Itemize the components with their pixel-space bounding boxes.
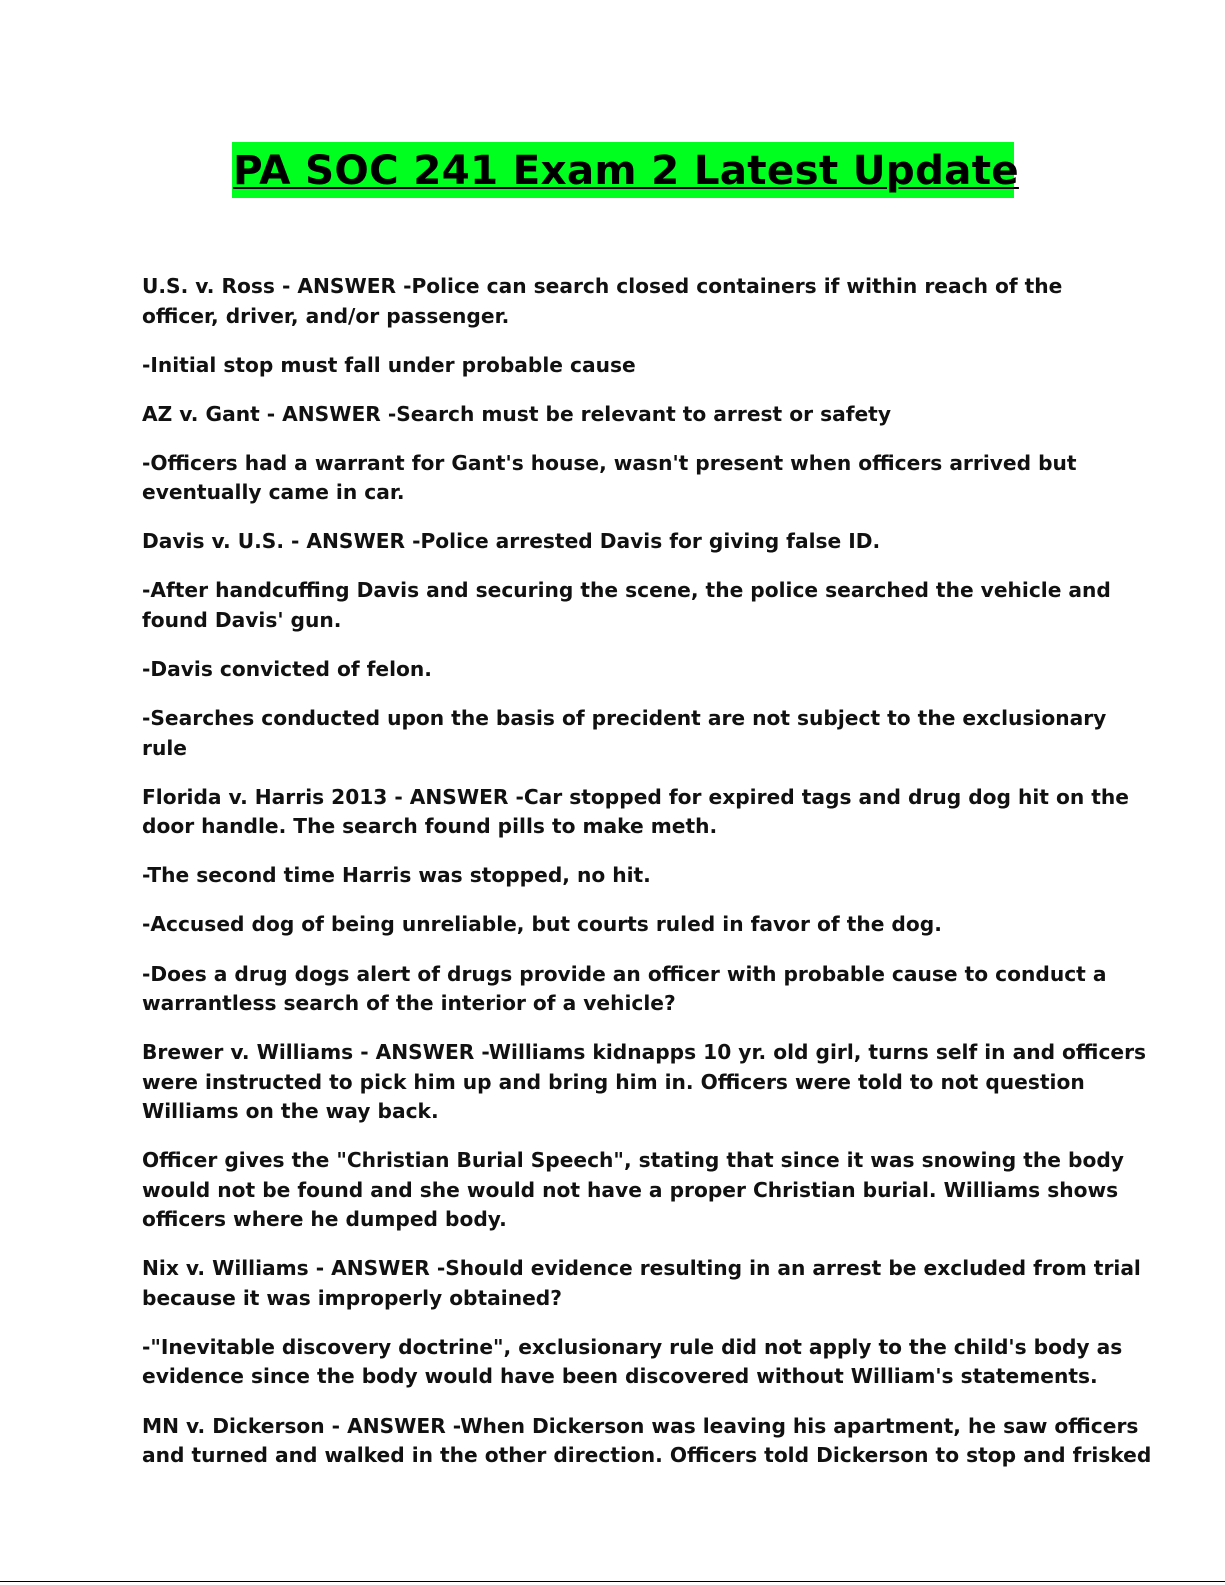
text-paragraph: [142, 527, 1082, 557]
text-line: -Davis convicted of felon.: [142, 657, 432, 682]
text-line: -"Inevitable discovery doctrine", exclusionary rule did not apply to the child's body as: [142, 1334, 1123, 1359]
text-line: and turned and walked in the other direction. Officers told Dickerson to stop and frisked: [142, 1443, 1152, 1467]
text-paragraph: [142, 449, 1082, 508]
text-paragraph: [142, 400, 1082, 430]
text-line: Florida v. Harris 2013 - ANSWER -Car stopped for expired tags and drug dog hit on the: [142, 784, 1129, 809]
text-line: found Davis' gun.: [142, 607, 342, 632]
text-line: MN v. Dickerson - ANSWER -When Dickerson was leaving his apartment, he saw officers: [142, 1413, 1139, 1438]
document-title: PA SOC 241 Exam 2 Latest Update: [233, 146, 1019, 194]
text-line: -Officers had a warrant for Gant's house, wasn't present when officers arrived but: [142, 450, 1077, 475]
text-paragraph: [142, 272, 1082, 331]
text-line: eventually came in car.: [142, 480, 405, 505]
text-paragraph: [142, 1038, 1147, 1127]
text-line: -Searches conducted upon the basis of precident are not subject to the exclusionary: [142, 706, 1107, 731]
text-paragraph: [142, 351, 1082, 381]
text-paragraph: [142, 655, 1082, 685]
text-line: were instructed to pick him up and bring him in. Officers were told to not question: [142, 1069, 1085, 1094]
text-paragraph: [142, 783, 1129, 842]
title-highlight: [232, 142, 1019, 198]
text-line: Nix v. Williams - ANSWER -Should evidence resulting in an arrest be excluded from trial: [142, 1256, 1141, 1281]
text-line: door handle. The search found pills to make meth.: [142, 814, 718, 839]
text-line: AZ v. Gant - ANSWER -Search must be relevant to arrest or safety: [142, 401, 891, 426]
text-line: Davis v. U.S. - ANSWER -Police arrested Davis for giving false ID.: [142, 529, 881, 554]
text-line: rule: [142, 735, 187, 760]
document-body: [142, 272, 1152, 1490]
text-line: Williams on the way back.: [142, 1099, 439, 1124]
text-paragraph: [142, 576, 1111, 635]
text-paragraph: [142, 1333, 1123, 1392]
text-line: would not be found and she would not have a proper Christian burial. Williams shows: [142, 1177, 1119, 1202]
text-line: U.S. v. Ross - ANSWER -Police can search closed containers if within reach of the: [142, 274, 1063, 298]
text-line: warrantless search of the interior of a vehicle?: [142, 991, 676, 1016]
text-line: -Initial stop must fall under probable cause: [142, 352, 636, 377]
text-paragraph: [142, 910, 1082, 940]
text-paragraph: [142, 1412, 1152, 1471]
text-line: Officer gives the "Christian Burial Speech", stating that since it was snowing the body: [142, 1148, 1124, 1173]
text-paragraph: [142, 1254, 1141, 1313]
text-line: officers where he dumped body.: [142, 1207, 507, 1232]
text-line: -Does a drug dogs alert of drugs provide an officer with probable cause to conduct a: [142, 961, 1107, 986]
text-paragraph: [142, 960, 1107, 1019]
text-line: evidence since the body would have been discovered without William's statements.: [142, 1364, 1098, 1389]
text-line: -Accused dog of being unreliable, but courts ruled in favor of the dog.: [142, 912, 942, 937]
text-paragraph: [142, 861, 1082, 891]
text-line: -The second time Harris was stopped, no hit.: [142, 863, 651, 888]
text-paragraph: [142, 1146, 1124, 1235]
text-line: officer, driver, and/or passenger.: [142, 303, 510, 328]
text-line: Brewer v. Williams - ANSWER -Williams kidnapps 10 yr. old girl, turns self in and officers: [142, 1040, 1147, 1065]
text-paragraph: [142, 704, 1107, 763]
text-line: -After handcuffing Davis and securing the scene, the police searched the vehicle and: [142, 578, 1111, 603]
page-bottom-divider: [0, 1581, 1225, 1582]
text-line: because it was improperly obtained?: [142, 1285, 562, 1310]
